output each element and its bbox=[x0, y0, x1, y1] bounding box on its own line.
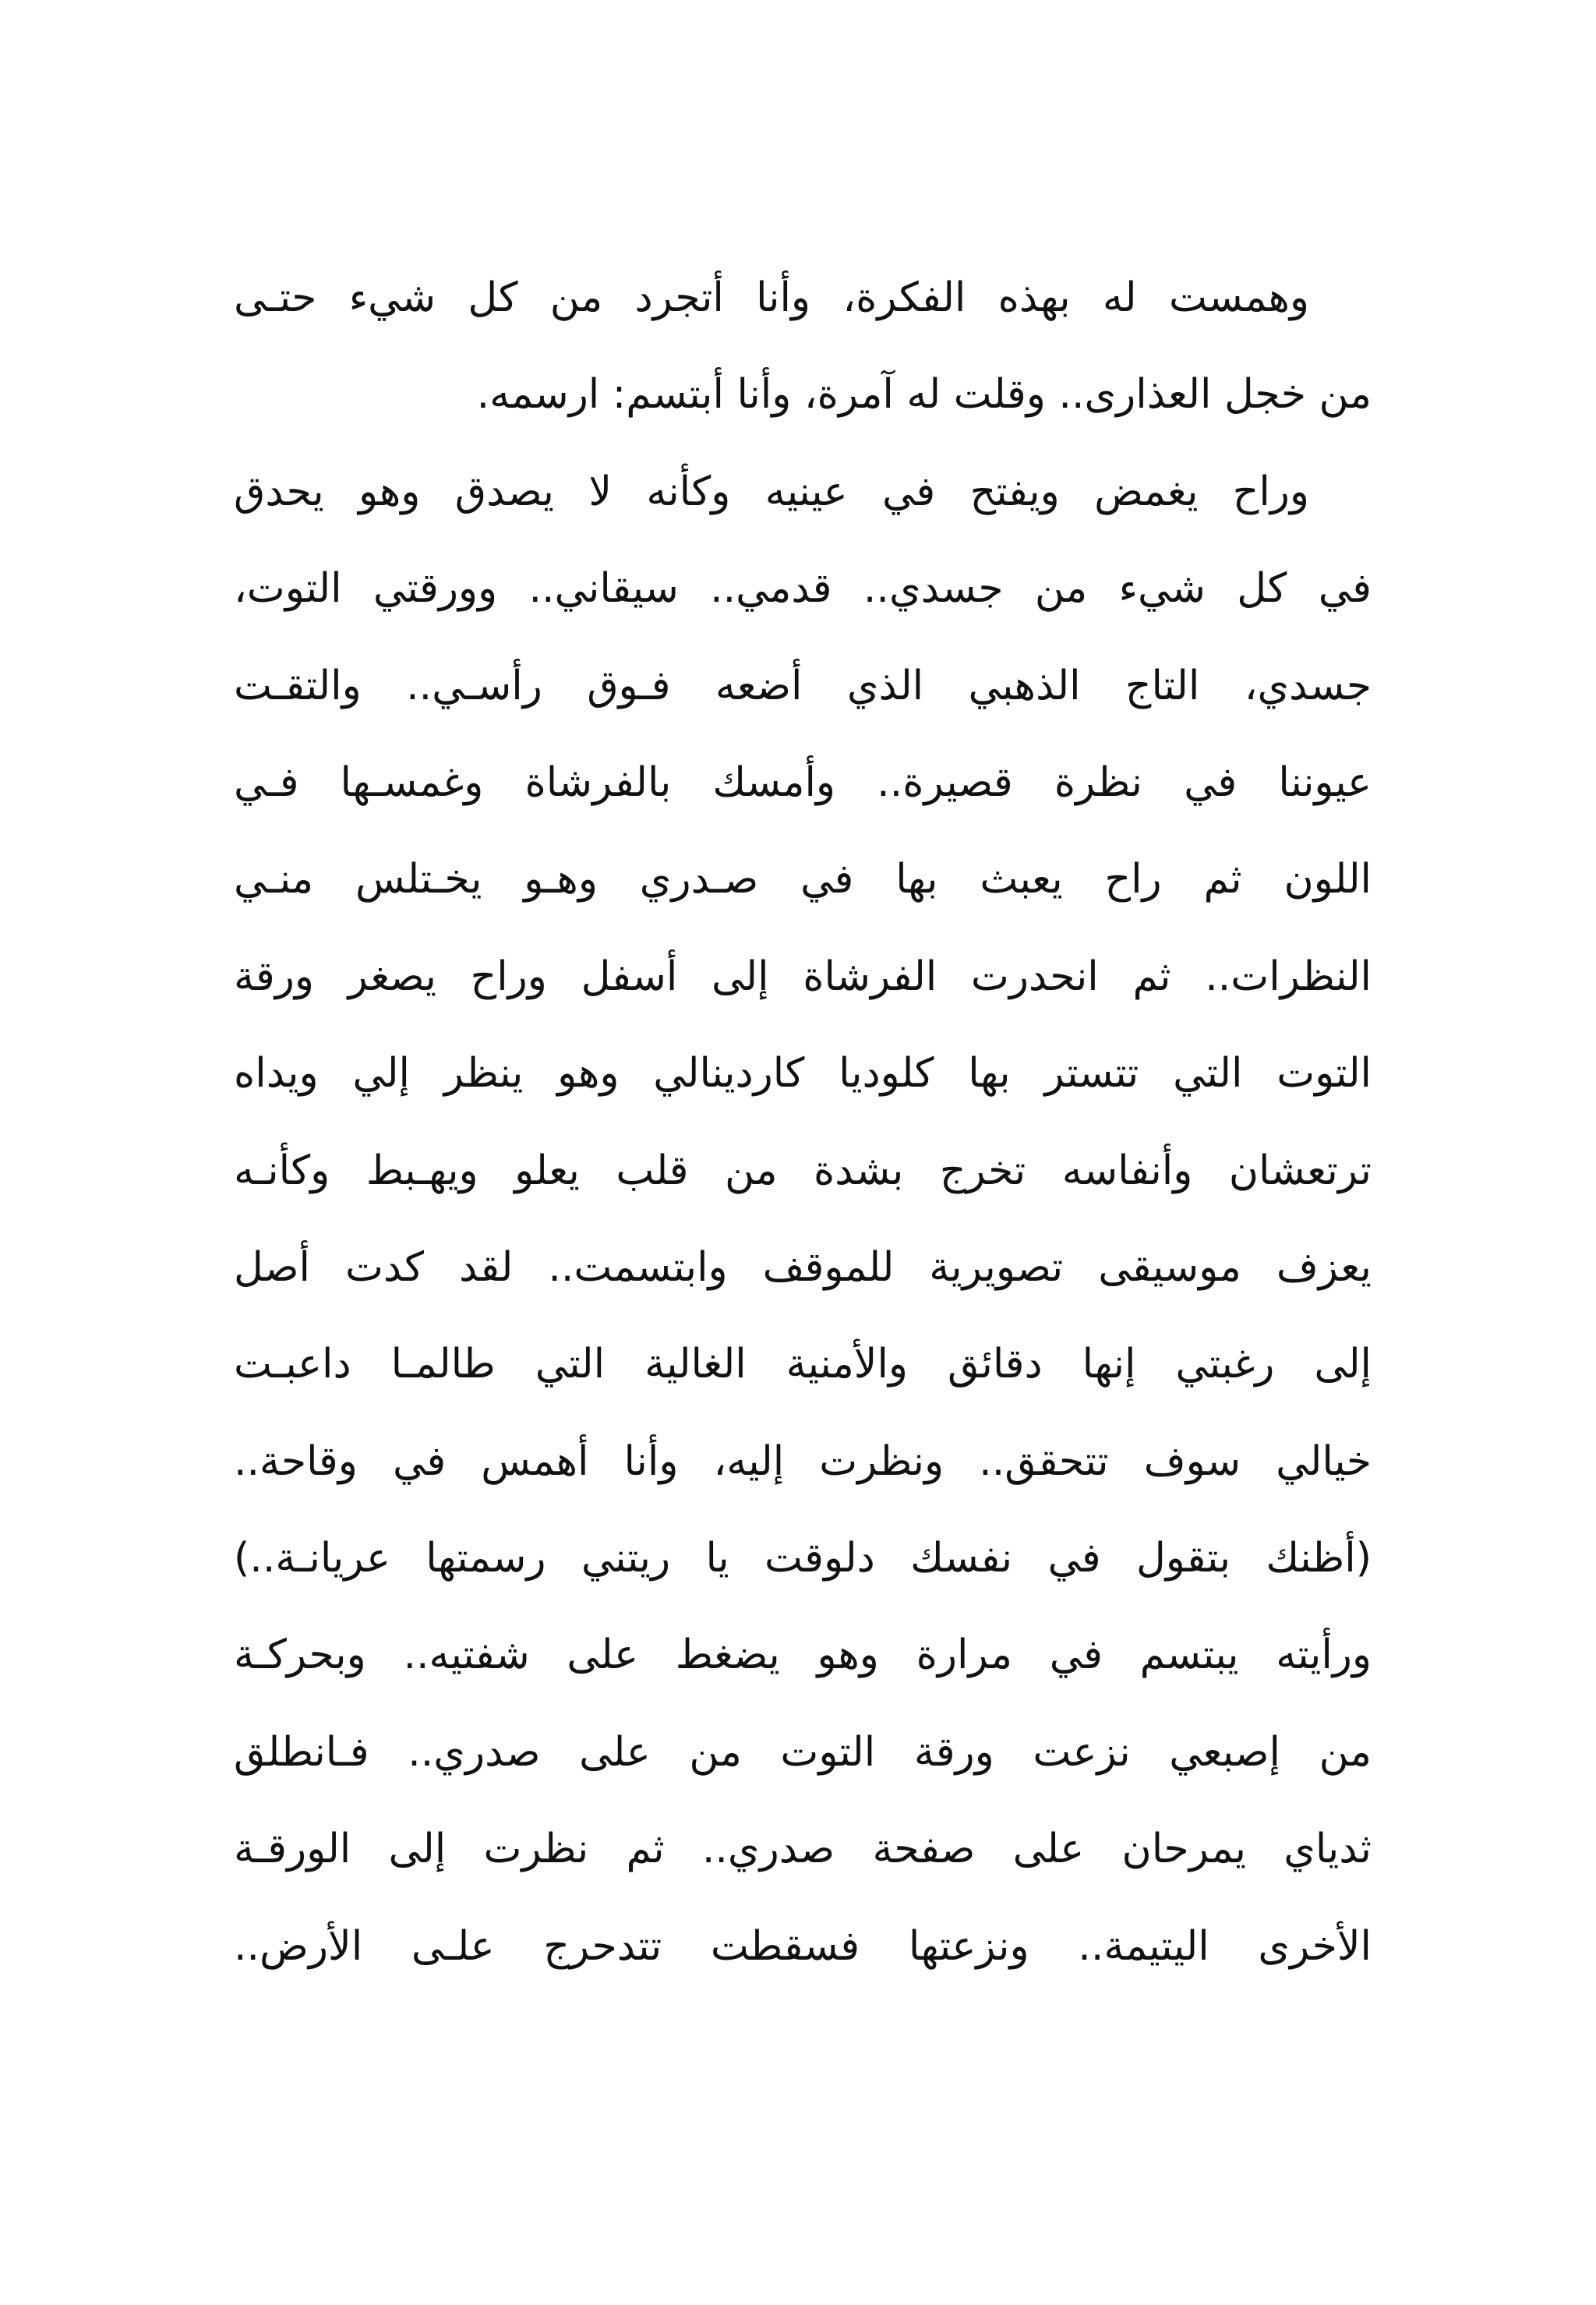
text-line: ورأيته يبتسم في مرارة وهو يضغط على شفتيه.. وبحركـة bbox=[234, 1632, 1372, 1679]
text-line: يعزف موسيقى تصويرية للموقف وابتسمت.. لقد كدت أصل bbox=[234, 1243, 1372, 1291]
text-line: إلى رغبتي إنها دقائق والأمنية الغالية التي طالمـا داعبـت bbox=[234, 1341, 1372, 1388]
text-line: ثدياي يمرحان على صفحة صدري.. ثم نظرت إلى الورقـة bbox=[234, 1826, 1372, 1873]
text-line: النظرات.. ثم انحدرت الفرشاة إلى أسفل وراح يصغر ورقة bbox=[234, 953, 1372, 1000]
body-text bbox=[234, 249, 1372, 1995]
text-line: من إصبعي نزعت ورقة التوت من على صدري.. فـانطلق bbox=[234, 1728, 1372, 1776]
text-line: خيالي سوف تتحقق.. ونظرت إليه، وأنا أهمس في وقاحة.. bbox=[234, 1437, 1372, 1485]
text-line: وراح يغمض ويفتح في عينيه وكأنه لا يصدق وهو يحدق bbox=[234, 468, 1309, 515]
text-line: عيوننا في نظرة قصيرة.. وأمسك بالفرشاة وغمسـها فـي bbox=[234, 758, 1372, 806]
text-line: التوت التي تتستر بها كلوديا كاردينالي وهو ينظر إلي ويداه bbox=[234, 1050, 1372, 1098]
text-line: الأخرى اليتيمة.. ونزعتها فسقطت تتدحرج علـى الأرض.. bbox=[234, 1922, 1372, 1970]
text-line: من خجل العذارى.. وقلت له آمرة، وأنا أبتسم: ارسمه. bbox=[476, 371, 1372, 419]
text-line: (أظنك بتقول في نفسك دلوقت يا ريتني رسمتها عريانـة..) bbox=[234, 1535, 1372, 1582]
text-line: اللون ثم راح يعبث بها في صـدري وهـو يخـتلس منـي bbox=[234, 856, 1372, 903]
text-line: وهمست له بهذه الفكرة، وأنا أتجرد من كل شيء حتـى bbox=[234, 274, 1309, 321]
text-line: في كل شيء من جسدي.. قدمي.. سيقاني.. وورقتي التوت، bbox=[234, 565, 1372, 613]
text-line: جسدي، التاج الذهبي الذي أضعه فـوق رأسـي.. والتقـت bbox=[234, 662, 1372, 709]
text-line: ترتعشان وأنفاسه تخرج بشدة من قلب يعلو ويهـبط وكأنـه bbox=[234, 1147, 1372, 1194]
